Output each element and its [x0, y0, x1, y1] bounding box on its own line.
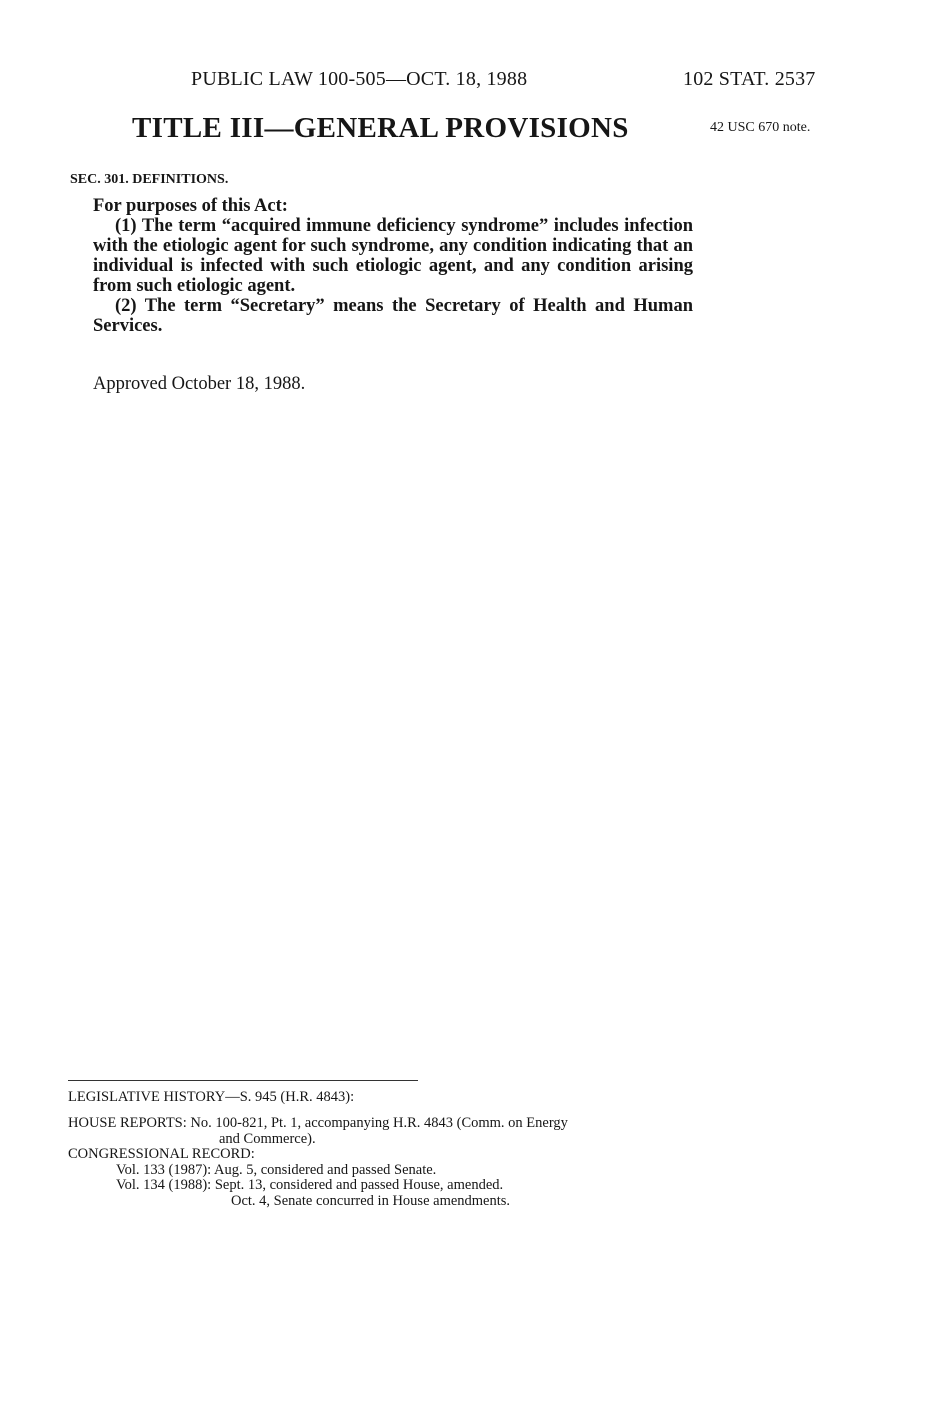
congressional-record-heading: CONGRESSIONAL RECORD:	[68, 1146, 255, 1162]
footnote-divider	[68, 1080, 418, 1081]
record-vol-133: Vol. 133 (1987): Aug. 5, considered and passed Senate.	[116, 1161, 437, 1178]
section-intro: For purposes of this Act:	[93, 196, 288, 216]
running-header-right: 102 STAT. 2537	[683, 68, 816, 90]
record-oct-4: Oct. 4, Senate concurred in House amendments.	[231, 1192, 511, 1209]
house-reports-line: HOUSE REPORTS: No. 100-821, Pt. 1, accompanying H.R. 4843 (Comm. on Energy	[68, 1115, 568, 1131]
record-vol-134: Vol. 134 (1988): Sept. 13, considered and passed House, amended.	[116, 1177, 504, 1193]
page-title: TITLE III—GENERAL PROVISIONS	[132, 112, 629, 144]
running-header-left: PUBLIC LAW 100-505—OCT. 18, 1988	[191, 68, 528, 90]
definition-1: (1) The term “acquired immune deficiency syndrome” includes infection with the etiologic agent for such syndrome, any condition indicating that an individual is infected with such etiologic agent, and any condition arising from such etiologic agent.	[93, 216, 693, 296]
legislative-history	[68, 1116, 708, 1209]
approval-date: Approved October 18, 1988.	[93, 374, 306, 394]
legislative-history-title: LEGISLATIVE HISTORY—S. 945 (H.R. 4843):	[68, 1089, 355, 1105]
definition-2: (2) The term “Secretary” means the Secretary of Health and Human Services.	[93, 296, 693, 336]
section-heading: SEC. 301. DEFINITIONS.	[70, 172, 229, 187]
section-body	[93, 196, 693, 336]
margin-note: 42 USC 670 note.	[710, 120, 811, 135]
house-reports-continuation: and Commerce).	[219, 1130, 316, 1147]
